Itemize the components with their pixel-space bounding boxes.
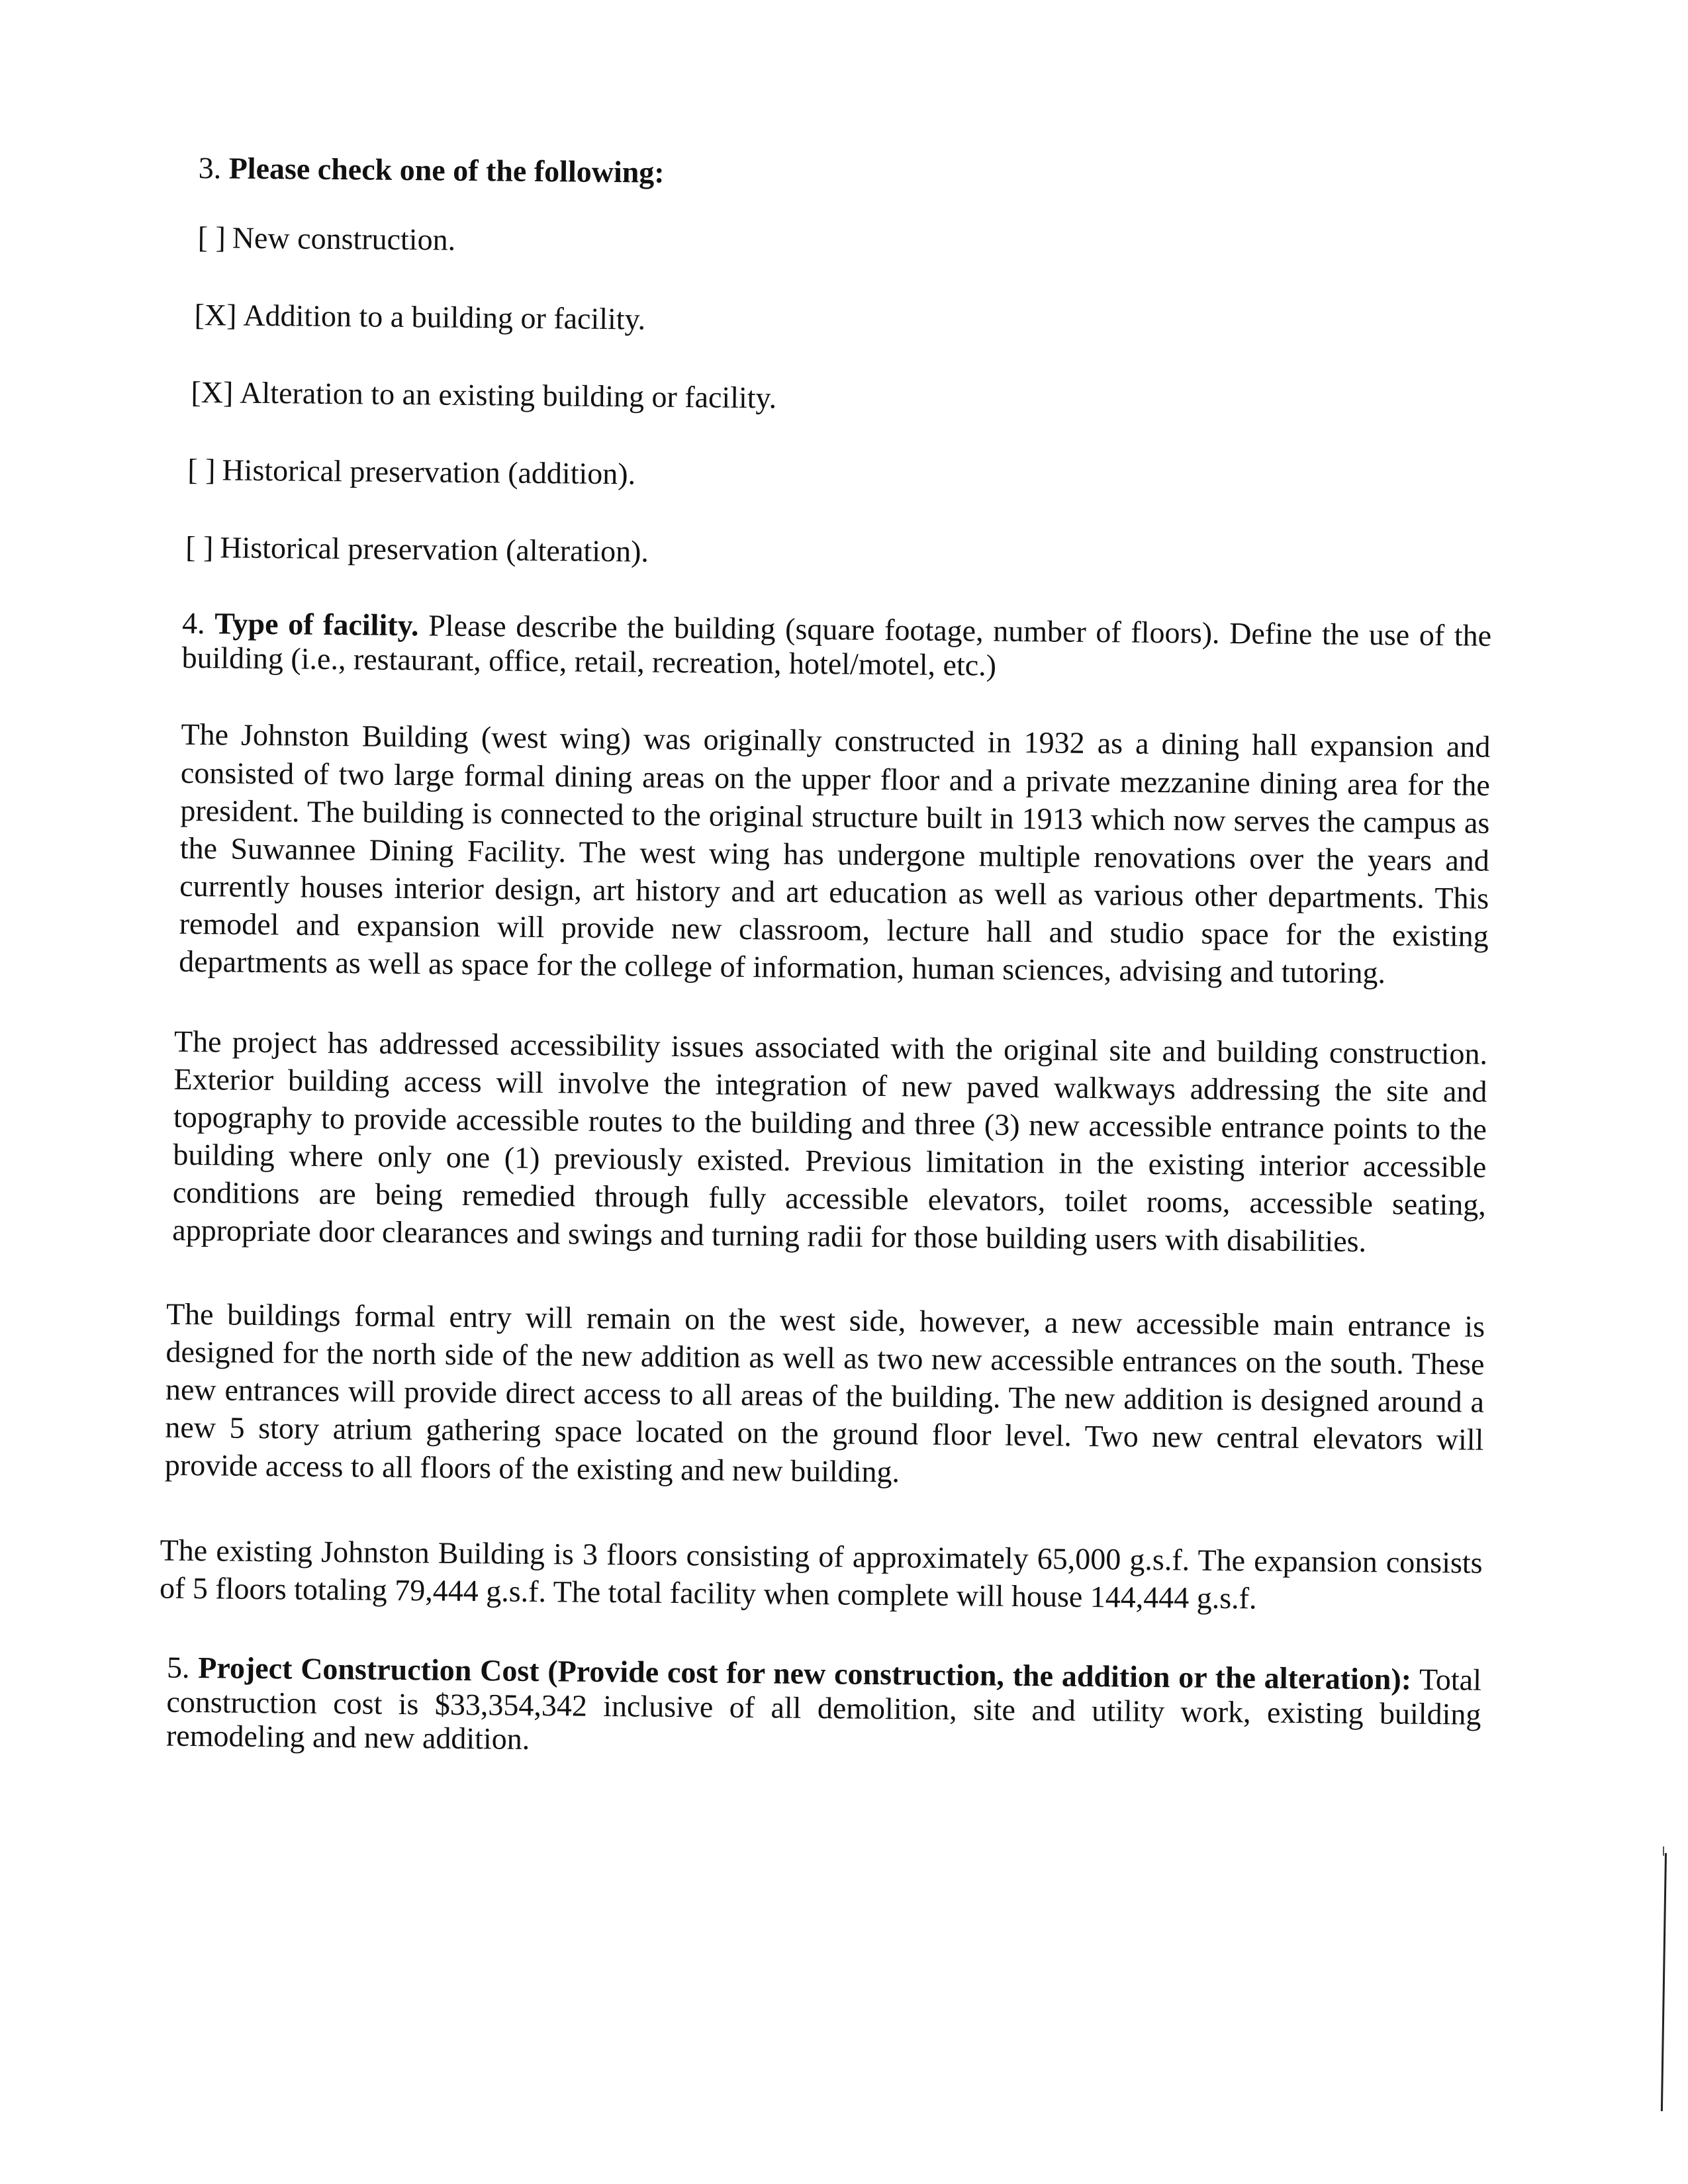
section-5-body: Total construction cost is $33,354,342 inclusive of all demolition, site and utility work, existing building remodeling and new addition. — [165, 1662, 1482, 1756]
option-label: Historical preservation (addition). — [222, 453, 636, 491]
option-historical-addition — [187, 451, 1493, 500]
square-footage-paragraph: The existing Johnston Building is 3 floors consisting of approximately 65,000 g.s.f. The expansion consists of 5 floors totaling 79,444 g.s.f. The total facility when complete will house 144,444 g.s.f. — [159, 1533, 1483, 1615]
option-label: Addition to a building or facility. — [243, 298, 646, 336]
checkbox-mark: [ ] — [185, 530, 214, 565]
section-3-number: 3. — [198, 150, 222, 185]
checkbox-mark: [ ] — [187, 452, 216, 487]
option-new-construction — [197, 218, 1495, 267]
accessibility-paragraph: The project has addressed accessibility issues associated with the original site and building construction. Exterior building access will involve the integration of new paved walkways addressing the site and topography to provide accessible routes to the building and three (3) new accessible entrance points to the building where only one (1) previously existed. Previous limitation in the existing interior accessible conditions are being remedied through fully accessible elevators, toilet rooms, accessible seating, appropriate door clearances and swings and turning radii for those building users with disabilities. — [172, 1024, 1488, 1258]
checkbox-mark: [ ] — [197, 220, 226, 254]
option-label: New construction. — [232, 220, 456, 257]
option-alteration — [191, 374, 1493, 423]
checkbox-mark: [X] — [194, 297, 237, 332]
section-4-title: Type of facility. — [214, 606, 419, 643]
section-4-question — [181, 606, 1491, 687]
section-3-heading — [198, 149, 1495, 199]
construction-type-checklist — [185, 218, 1495, 578]
section-5-title: Project Construction Cost (Provide cost for new construction, the addition or the alteration): — [198, 1651, 1412, 1696]
section-5-text — [166, 1651, 1481, 1766]
building-history-paragraph: The Johnston Building (west wing) was originally constructed in 1932 as a dining hall expansion and consisted of two large formal dining areas on the upper floor and a private mezzanine dining area for the president. The building is connected to the original structure built in 1913 which now serves the campus as the Suwannee Dining Facility. The west wing has undergone multiple renovations over the years and currently houses interior design, art history and art education as well as various other departments. This remodel and expansion will provide new classroom, lecture hall and studio space for the existing departments as well as space for the college of information, human sciences, advising and tutoring. — [178, 717, 1491, 989]
option-label: Alteration to an existing building or facility. — [240, 375, 777, 415]
option-historical-alteration — [185, 529, 1492, 578]
entrances-paragraph: The buildings formal entry will remain on the west side, however, a new accessible main entrance is designed for the north side of the new addition as well as two new accessible entrances on the south. These new entrances will provide direct access to all areas of the building. The new addition is designed around a new 5 story atrium gathering space located on the ground floor level. Two new central elevators will provide access to all floors of the existing and new building. — [164, 1297, 1485, 1489]
scan-margin-tick — [1663, 1846, 1664, 1856]
scan-margin-line — [1661, 1853, 1667, 2111]
section-3-check-type — [185, 149, 1496, 578]
checkbox-mark: [X] — [191, 375, 234, 410]
section-3-title: Please check one of the following: — [228, 151, 665, 189]
section-4-type-of-facility — [159, 606, 1492, 1619]
document-body — [159, 149, 1496, 1765]
section-5-number: 5. — [166, 1650, 190, 1685]
option-label: Historical preservation (alteration). — [220, 530, 649, 569]
section-5-construction-cost — [166, 1651, 1481, 1766]
option-addition — [194, 296, 1494, 345]
section-4-number: 4. — [181, 606, 205, 641]
section-4-prompt: Please describe the building (square footage, number of floors). Define the use of the building (i.e., restaurant, office, retail, recreation, hotel/motel, etc.) — [181, 608, 1492, 682]
